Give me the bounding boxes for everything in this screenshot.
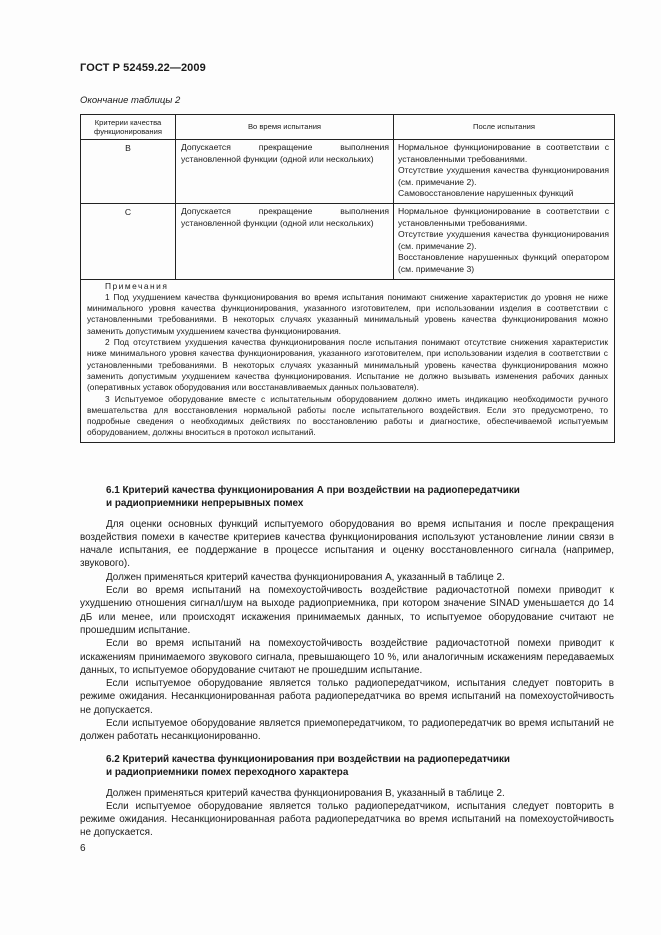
after-test-line: Восстановление нарушенных функций оператором (см. примечание 3)	[398, 252, 609, 274]
after-test-cell	[394, 140, 615, 204]
note-paragraph: 3 Испытуемое оборудование вместе с испытательным оборудованием должно иметь индикацию необходимости ручного вмешательства для восстановления нормальной работы после испытательного воздействия. Если это предусмотрено, то подробные сведения о необходимых действиях по восстановлению работы и диагностике, обеспечиваемой испытуемым оборудованием, должны вноситься в протокол испытаний.	[87, 393, 608, 438]
table-caption: Окончание таблицы 2	[80, 95, 181, 106]
table-notes-row	[81, 279, 615, 442]
section-heading-line: и радиоприемники помех переходного характера	[106, 767, 349, 779]
body-paragraph: Для оценки основных функций испытуемого оборудования во время испытания и после прекращения воздействия помехи в качестве критериев качества функционирования используют установление линии связи в начале испытания, ее поддержание в процессе испытания и оценку восстановленного сигнала (например, звукового).	[80, 518, 614, 570]
page-number: 6	[80, 843, 86, 854]
body-paragraph: Должен применяться критерий качества функционирования В, указанный в таблице 2.	[106, 787, 505, 799]
section-heading	[80, 484, 614, 511]
body-paragraph: Если во время испытаний на помехоустойчивость воздействие радиочастотной помехи приводит к искажениям принимаемого звукового сигнала, превышающего 10 %, или аналогичным искажениям передаваемых данных, то испытуемое оборудование считают не прошедшим испытание.	[80, 638, 614, 676]
body-paragraph: Если испытуемое оборудование является только радиопередатчиком, испытания следует повторить в режиме ожидания. Несанкционированная работа радиопередатчика во время испытаний на помехоустойчивость не допускается.	[80, 678, 614, 716]
after-test-cell	[394, 203, 615, 279]
column-header-during: Во время испытания	[176, 115, 394, 140]
criterion-cell: B	[81, 140, 176, 204]
after-test-line: Отсутствие ухудшения качества функционирования (см. примечание 2).	[398, 229, 609, 251]
after-test-line: Отсутствие ухудшения качества функционирования (см. примечание 2).	[398, 165, 609, 187]
table-row	[81, 203, 615, 279]
criteria-table	[80, 114, 615, 443]
criterion-cell: C	[81, 203, 176, 279]
section-heading	[80, 753, 614, 780]
body-paragraph: Если испытуемое оборудование является только радиопередатчиком, испытания следует повторить в режиме ожидания. Несанкционированная работа радиопередатчика во время испытаний на помехоустойчивость не допускается.	[80, 800, 614, 839]
after-test-line: Самовосстановление нарушенных функций	[398, 188, 574, 199]
during-test-cell: Допускается прекращение выполнения установленной функции (одной или нескольких)	[176, 203, 394, 279]
document-header: ГОСТ Р 52459.22—2009	[80, 62, 206, 74]
after-test-line: Нормальное функционирование в соответствии с установленными требованиями.	[398, 205, 609, 228]
note-paragraph: 2 Под отсутствием ухудшения качества функционирования после испытания понимают отсутствие снижения характеристик ниже минимального уровня качества функционирования, указанного изготовителем, при использовании изделия в соответствии с установленными требованиями. В некоторых случаях указанный минимальный уровень качества функционирования можно заменить допустимым ухудшением качества функционирования. Испытание не должно вызывать изменения рабочих данных (оперативных уставок оборудования или восстанавливаемых данных пользователя).	[87, 337, 608, 393]
note-paragraph: 1 Под ухудшением качества функционирования во время испытания понимают снижение характеристик до уровня не ниже минимального уровня качества функционирования, указанного изготовителем, при использовании изделия в соответствии с установленными требованиями. В некоторых случаях указанный минимальный уровень качества функционирования можно заменить допустимым ухудшением качества функционирования.	[87, 291, 608, 336]
section-heading-line: 6.1 Критерий качества функционирования А при воздействии на радиопередатчики	[106, 485, 520, 496]
section-heading-line: и радиоприемники непрерывных помех	[106, 498, 304, 510]
after-test-line: Нормальное функционирование в соответствии с установленными требованиями.	[398, 142, 609, 164]
table-notes-cell	[81, 279, 615, 442]
table-header-row	[81, 115, 615, 140]
column-header-after: После испытания	[394, 115, 615, 140]
table-row	[81, 140, 615, 204]
body-paragraph: Если во время испытаний на помехоустойчивость воздействие радиочастотной помехи приводит к ухудшению отношения сигнал/шум на выходе радиоприемника, при котором значение SINAD уменьшается до 14 дБ или менее, или происходят искажения принимаемых данных, то испытуемое оборудование считают не прошедшим испытание.	[80, 585, 614, 636]
section-heading-line: 6.2 Критерий качества функционирования при воздействии на радиопередатчики	[106, 754, 510, 765]
body-paragraph: Должен применяться критерий качества функционирования А, указанный в таблице 2.	[106, 571, 505, 583]
section-6-1	[80, 484, 614, 744]
notes-title: Примечания	[105, 280, 169, 291]
section-6-2	[80, 753, 614, 840]
body-paragraph: Если испытуемое оборудование является приемопередатчиком, то радиопередатчик во время испытаний не должен работать несанкционированно.	[80, 718, 614, 743]
column-header-criteria: Критерии качества функционирования	[81, 115, 176, 140]
during-test-cell: Допускается прекращение выполнения установленной функции (одной или нескольких)	[176, 140, 394, 204]
